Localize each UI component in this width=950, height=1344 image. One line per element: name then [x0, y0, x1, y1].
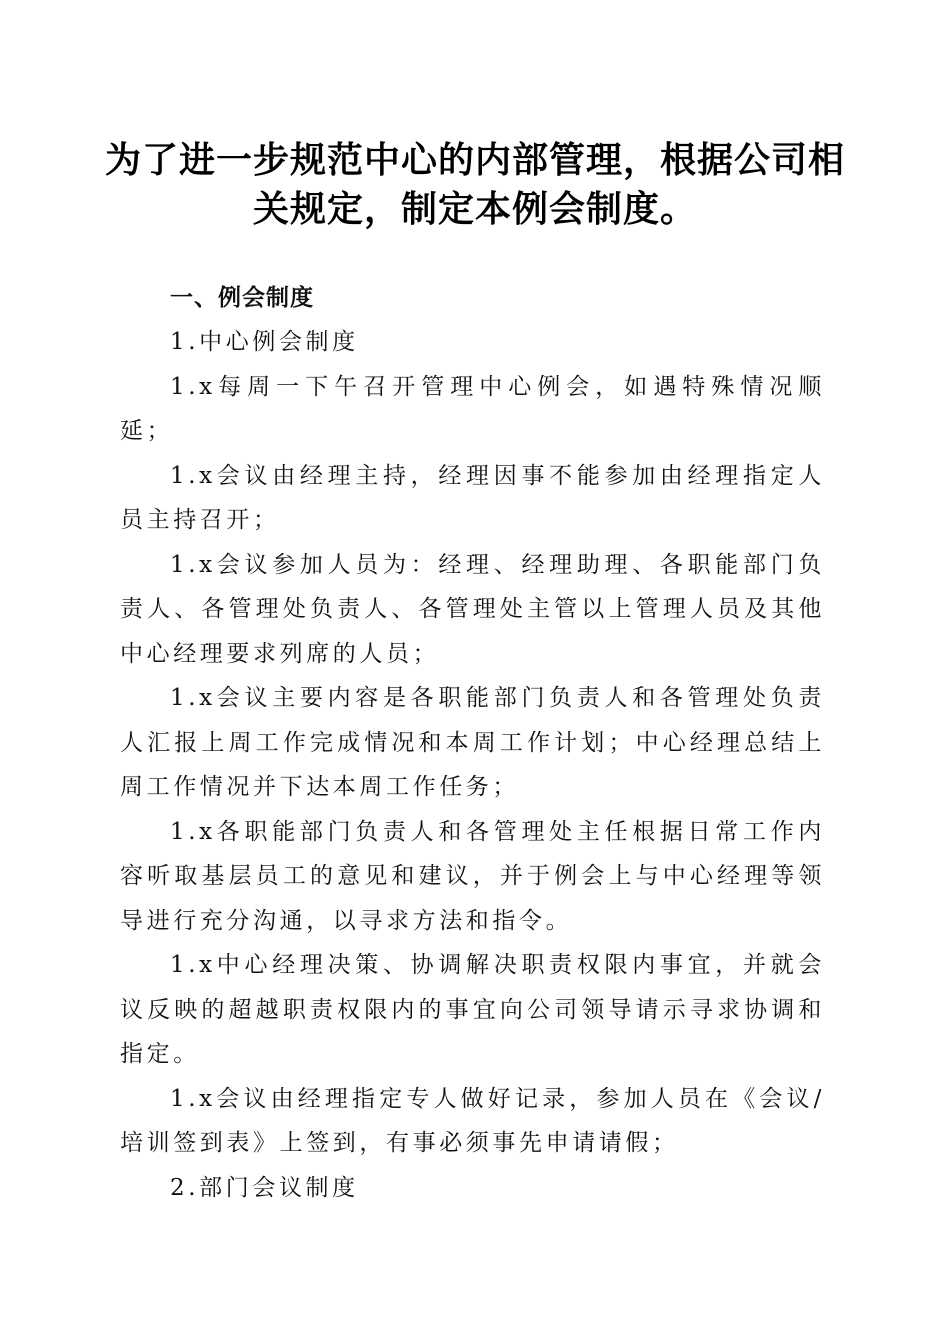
paragraph: 1.x会议参加人员为：经理、经理助理、各职能部门负责人、各管理处负责人、各管理处主管以上管理人员及其他中心经理要求列席的人员； — [120, 551, 825, 667]
paragraph: 1.x每周一下午召开管理中心例会，如遇特殊情况顺延； — [120, 373, 825, 444]
paragraph: 1.x会议由经理主持，经理因事不能参加由经理指定人员主持召开； — [120, 462, 825, 533]
section-heading: 一、例会制度 — [170, 285, 314, 311]
paragraph: 2.部门会议制度 — [170, 1174, 359, 1201]
paragraph: 1.x各职能部门负责人和各管理处主任根据日常工作内容听取基层员工的意见和建议，并于例会上与中心经理等领导进行充分沟通，以寻求方法和指令。 — [120, 818, 825, 934]
paragraph: 1.中心例会制度 — [170, 329, 359, 355]
document-body — [120, 276, 825, 1210]
paragraph: 1.x会议由经理指定专人做好记录，参加人员在《会议/培训签到表》上签到，有事必须事先申请请假； — [120, 1085, 825, 1156]
document-title: 为了进一步规范中心的内部管理，根据公司相关规定，制定本例会制度。 — [104, 140, 845, 230]
paragraph: 1.x会议主要内容是各职能部门负责人和各管理处负责人汇报上周工作完成情况和本周工作计划；中心经理总结上周工作情况并下达本周工作任务； — [120, 685, 825, 800]
paragraph: 1.x中心经理决策、协调解决职责权限内事宜，并就会议反映的超越职责权限内的事宜向公司领导请示寻求协调和指定。 — [120, 952, 825, 1067]
